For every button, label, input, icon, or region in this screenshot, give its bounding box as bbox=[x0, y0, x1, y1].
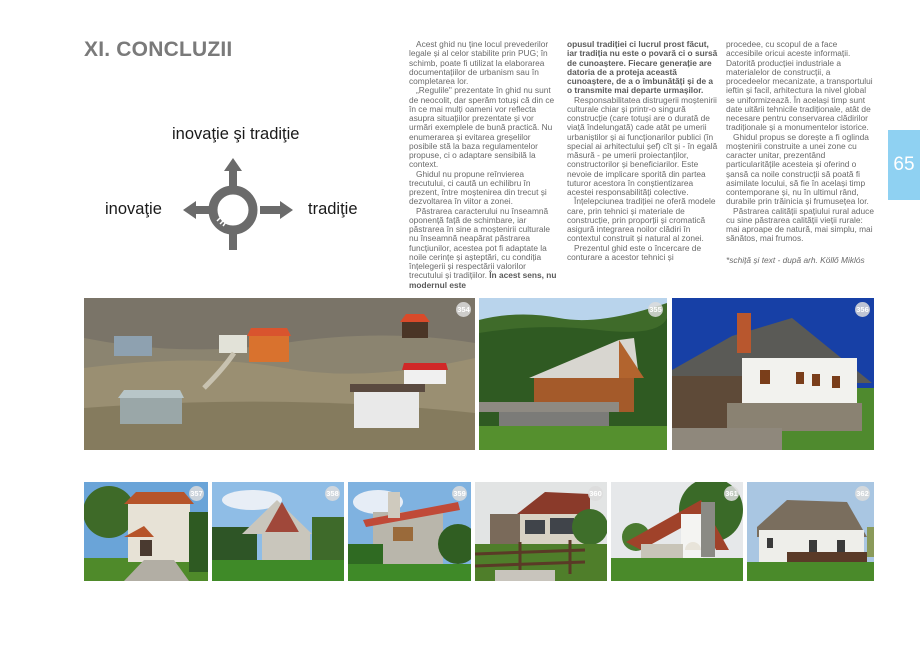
photo-number-badge: 361 bbox=[724, 486, 739, 501]
photo-355 bbox=[479, 298, 667, 450]
photo-357 bbox=[84, 482, 208, 581]
innovation-tradition-diagram bbox=[100, 125, 370, 250]
paragraph: „Regulile" prezentate în ghid nu sunt de neocolit, dar sperăm totuși că din ce în ce mai mulți oameni vor reflecta asupra situațiilor prezentate și vor urmări exemplele de bună practică. Nu enumerarea și evitarea greșelilor posibile stă la baza regulamentelor propuse, ci o adaptare sensibilă la context. bbox=[409, 85, 555, 170]
photo-number-badge: 356 bbox=[855, 302, 870, 317]
photo-362 bbox=[747, 482, 874, 581]
bold-text: În acest sens, nu modernul este bbox=[409, 270, 557, 290]
paragraph: Păstrarea calității spațiului rural aduce cu sine păstrarea calității vieții rurale: mai aproape de natură, mai simplu, mai sănătos, mai frumos. bbox=[726, 205, 874, 244]
photo-number-badge: 354 bbox=[456, 302, 471, 317]
photo-number-badge: 355 bbox=[648, 302, 663, 317]
page-number-tab: 65 bbox=[888, 130, 920, 200]
photo-361 bbox=[611, 482, 743, 581]
diagram-label-top: inovaţie şi tradiţie bbox=[172, 125, 300, 143]
paragraph: Ghidul propus se dorește a fi oglinda moștenirii construite a unei zone cu caracter unitar, prezentând particularitățile acesteia și oferind o șansă ca noile construcții să poată fi asimilate locului, să fie în același timp contemporane și, nu în ultimul rând, durabile prin trăinicia și frumusețea lor. bbox=[726, 131, 869, 207]
paragraph: Ghidul nu propune reînvierea trecutului, ci caută un echilibru în prezent, între moștenirea din trecut și dezvoltarea în viitor a zonei. bbox=[409, 168, 547, 207]
photo-number-badge: 357 bbox=[189, 486, 204, 501]
photo-360 bbox=[475, 482, 607, 581]
text-column-1 bbox=[409, 40, 557, 290]
photo-354 bbox=[84, 298, 475, 450]
paragraph: Prezentul ghid este o încercare de conturare a acestor tehnici și bbox=[567, 242, 702, 262]
photo-359 bbox=[348, 482, 471, 581]
paragraph: Păstrarea caracterului nu înseamnă oponență față de schimbare, iar păstrarea în sine a moștenirii culturale nu înseamnă neapărat păstrarea funcțiunilor, acestea pot fi adaptate la noile cerințe și așteptări, cu condiția înțelegerii și respectării valorilor trecutului și tradițiilor. În acest sens, nu modernul este bbox=[409, 205, 557, 290]
paragraph: Acest ghid nu ține locul prevederilor legale și al celor stabilite prin PUG; în schimb, poate fi utilizat la elaborarea documentațiilor de urbanism sau în completarea lor. bbox=[409, 39, 549, 86]
text-column-3 bbox=[726, 40, 876, 265]
roundabout-arrows-icon bbox=[175, 155, 300, 250]
paragraph bbox=[567, 40, 719, 96]
diagram-label-left: inovaţie bbox=[105, 200, 162, 218]
page-title: XI. CONCLUZII bbox=[84, 38, 233, 61]
photo-358 bbox=[212, 482, 344, 581]
photo-number-badge: 360 bbox=[588, 486, 603, 501]
photo-number-badge: 359 bbox=[452, 486, 467, 501]
photo-number-badge: 358 bbox=[325, 486, 340, 501]
text-column-2 bbox=[567, 40, 719, 262]
photo-356 bbox=[672, 298, 874, 450]
photo-number-badge: 362 bbox=[855, 486, 870, 501]
paragraph: Responsabilitatea distrugerii moștenirii culturale chiar și printr-o singură construcție (care totuși are o durată de viață îndelungată) cade atât pe umerii urbaniștilor și ai funcționarilor publici (în special ai arhitectului șef) cît și - în egală măsură - pe umerii proiectanților, constructorilor și beneficiarilor. Este nevoie de implicare sporită din partea tuturor acestora în conștientizarea acestei responsabilități colective. bbox=[567, 94, 718, 197]
diagram-label-right: tradiţie bbox=[308, 200, 358, 218]
credit-note: *schiță și text - după arh. Köllő Miklós bbox=[726, 254, 865, 265]
paragraph: procedee, cu scopul de a face accesibile oricui aceste informații. Datorită producției industriale a materialelor de construcții, a procedeelor mecanizate, a transportului ieftin și facil, arhitectura la nivel global se uniformizează. În același timp sunt date uitării tehnicile tradiționale, atât de necesare pentru conservarea clădirilor tradiționale și a monumentelor istorice. bbox=[726, 39, 873, 133]
paragraph: Înțelepciunea tradiției ne oferă modele care, prin tehnici și materiale de construcție, prin proporții și cromatică asigură integrarea noilor clădiri în contextul construit și natural al zonei. bbox=[567, 196, 716, 244]
bold-text: opusul tradiției ci lucrul prost făcut, iar tradiția nu este o povară ci o sursă de cunoaștere. Fiecare generație are datoria de a proteja această cunoaștere, de a o îmbunătăți și de a o transmite mai departe urmașilor. bbox=[567, 39, 718, 96]
